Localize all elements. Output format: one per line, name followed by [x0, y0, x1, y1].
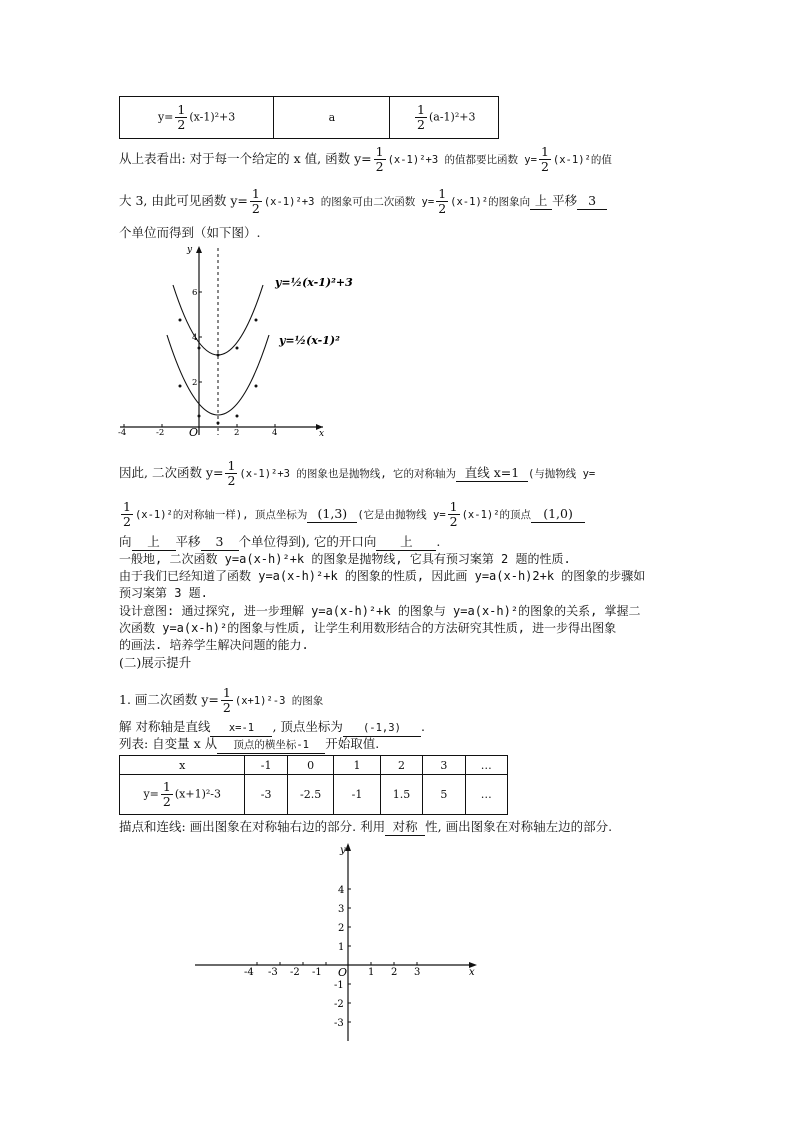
blank-coordinate-axes [190, 838, 485, 1048]
text: y= [157, 110, 174, 124]
x-tick-label: 2 [391, 967, 398, 978]
text: 平移 [552, 193, 578, 208]
paragraph-line [119, 145, 612, 174]
text: (x-1)²+3 [189, 110, 236, 124]
y-axis-label: y [340, 845, 346, 856]
table-cell: 1.5 [380, 775, 423, 815]
paragraph-line: 设计意图: 通过探究, 进一步理解 y=a(x-h)²+k 的图象与 y=a(x-h)²的图象的关系, 掌握二 [119, 604, 641, 618]
text: (它是由抛物线 y= [357, 509, 446, 521]
table-header-cell: -1 [245, 756, 287, 775]
text: 解 对称轴是直线 [119, 719, 211, 734]
x-axis-label: x [469, 967, 475, 978]
table-header-cell: 1 [334, 756, 380, 775]
fill-blank: 3 [577, 193, 607, 210]
fill-blank: 上 [376, 534, 436, 551]
text: 因此, 二次函数 y= [119, 465, 224, 480]
parabola-graph-1 [115, 240, 355, 440]
text: . [420, 719, 425, 734]
x-tick-label: 2 [234, 428, 240, 438]
table-header-cell: x [120, 756, 245, 775]
y-tick-label: -1 [334, 980, 344, 991]
x-tick-label: 4 [272, 428, 278, 438]
text: (x-1)²的顶点 [461, 509, 532, 521]
origin-label: O [189, 426, 199, 439]
fraction: $\frac{1}{2}$ [123, 499, 131, 529]
text: 性, 画出图象在对称轴左边的部分. [425, 819, 613, 834]
text: 列表: 自变量 x 从 [119, 736, 218, 751]
y-axis-arrow [196, 246, 202, 253]
fill-blank: (1,3) [307, 506, 357, 523]
fraction: $\frac{1}{2}$ [162, 779, 171, 809]
y-tick-label: 4 [338, 885, 345, 896]
y-tick-label: 3 [338, 904, 345, 915]
fill-blank: 上 [132, 534, 176, 551]
fraction: $\frac{1}{2}$ [227, 458, 236, 488]
y-axis-arrow [345, 843, 351, 851]
table-header-cell: 2 [380, 756, 423, 775]
table-cell: -1 [334, 775, 380, 815]
text: 描点和连线: 画出图象在对称轴右边的部分. 利用 [119, 819, 386, 834]
text: . [436, 534, 441, 549]
paragraph-line [119, 459, 595, 488]
y-tick-label: 2 [338, 923, 345, 934]
text: (x-1)²+3 的图象可由二次函数 y= [263, 196, 435, 208]
table-header-cell: 0 [287, 756, 334, 775]
fill-blank: (1,0) [531, 506, 585, 523]
text: 向 [119, 534, 132, 549]
x-tick-label: -4 [244, 967, 254, 978]
table-row [120, 775, 508, 815]
fill-blank: 对称 [385, 819, 425, 836]
text: (x-1)²的图象向 [450, 196, 531, 208]
text: (x-1)²的值 [552, 154, 612, 166]
curve-label-lower: y=½(x-1)² [279, 334, 340, 347]
paragraph-line: 个单位而得到（如下图）. [119, 225, 261, 240]
value-table-top [119, 96, 499, 139]
x-axis-label: x [319, 429, 325, 439]
paragraph-line: 一般地, 二次函数 y=a(x-h)²+k 的图象是抛物线, 它具有预习案第 2 题的性质. [119, 552, 571, 566]
value-table-bottom [119, 755, 508, 815]
paragraph-line [119, 534, 440, 551]
paragraph-line: 预习案第 3 题. [119, 586, 208, 600]
question-line [119, 686, 323, 715]
table-cell: -2.5 [287, 775, 334, 815]
instruction-line [119, 819, 612, 836]
fraction: $\frac{1}{2}$ [375, 144, 384, 174]
text: 1. 画二次函数 y= [119, 692, 219, 707]
fraction: $\frac{1}{2}$ [438, 186, 447, 216]
x-tick-label: 3 [414, 967, 421, 978]
table-header-cell: … [465, 756, 507, 775]
text: 个单位得到), 它的开口向 [238, 534, 377, 549]
fill-blank: x=-1 [210, 720, 272, 737]
y-tick-label: 2 [192, 378, 198, 388]
y-axis-label: y [187, 245, 193, 255]
table-cell: 5 [423, 775, 465, 815]
y-tick-label: -3 [334, 1018, 344, 1029]
table-cell: … [465, 775, 507, 815]
fill-blank: (-1,3) [343, 720, 421, 737]
solution-line [119, 736, 379, 754]
y-tick-label: 6 [192, 288, 198, 298]
text: 从上表看出: 对于每一个给定的 x 值, 函数 y= [119, 151, 372, 166]
text: (x-1)²的对称轴一样), 顶点坐标为 [134, 509, 308, 521]
curve-label-upper: y=½(x-1)²+3 [275, 276, 353, 289]
y-tick-label: 4 [192, 333, 198, 343]
table-cell: y= $\frac{1}{2}$ (x+1)²-3 [120, 775, 245, 815]
table-cell: -3 [245, 775, 287, 815]
fraction: $\frac{1}{2}$ [417, 102, 425, 132]
paragraph-line: 由于我们已经知道了函数 y=a(x-h)²+k 的图象的性质, 因此画 y=a(x-h)2+k 的图象的步骤如 [119, 569, 646, 583]
y-tick-label: -2 [334, 999, 344, 1010]
x-tick-label: -3 [268, 967, 278, 978]
table-header-cell: 3 [423, 756, 465, 775]
x-tick-label: -2 [290, 967, 300, 978]
text: 大 3, 由此可见函数 y= [119, 193, 248, 208]
fraction: $\frac{1}{2}$ [449, 499, 458, 529]
x-tick-label: -4 [118, 428, 127, 438]
cell-a: a [274, 97, 390, 139]
cell-function-shifted [120, 97, 274, 139]
paragraph-line: 次函数 y=a(x-h)²的图象与性质, 让学生利用数形结合的方法研究其性质, 进一步得出图象 [119, 621, 617, 635]
fill-blank: 3 [201, 534, 239, 551]
paragraph-line [119, 187, 607, 216]
text: (x+1)²-3 的图象 [234, 695, 324, 707]
y-tick-label: 1 [338, 942, 345, 953]
text: (与抛物线 y= [527, 468, 596, 480]
table-row [120, 756, 508, 775]
fraction: $\frac{1}{2}$ [177, 102, 186, 132]
fraction: $\frac{1}{2}$ [251, 186, 260, 216]
solution-line [119, 719, 425, 737]
text: (x-1)²+3 的图象也是抛物线, 它的对称轴为 [239, 468, 456, 480]
paragraph-line: 的画法. 培养学生解决问题的能力. [119, 638, 309, 652]
x-tick-label: -2 [156, 428, 165, 438]
fill-blank: 顶点的横坐标-1 [217, 737, 325, 754]
x-tick-label: -1 [312, 967, 322, 978]
fill-blank: 上 [530, 193, 552, 210]
origin-label: O [338, 966, 348, 979]
paragraph-line [119, 500, 585, 529]
fraction: $\frac{1}{2}$ [222, 685, 231, 715]
section-heading: (二)展示提升 [119, 655, 192, 670]
x-tick-label: 1 [368, 967, 375, 978]
text: (x-1)²+3 的值都要比函数 y= [387, 154, 537, 166]
cell-a-value [390, 97, 499, 139]
text: (a-1)²+3 [428, 110, 476, 124]
text: 平移 [175, 534, 201, 549]
text: 开始取值. [325, 736, 380, 751]
fraction: $\frac{1}{2}$ [540, 144, 549, 174]
fill-blank: 直线 x=1 [456, 465, 528, 482]
text: , 顶点坐标为 [272, 719, 343, 734]
